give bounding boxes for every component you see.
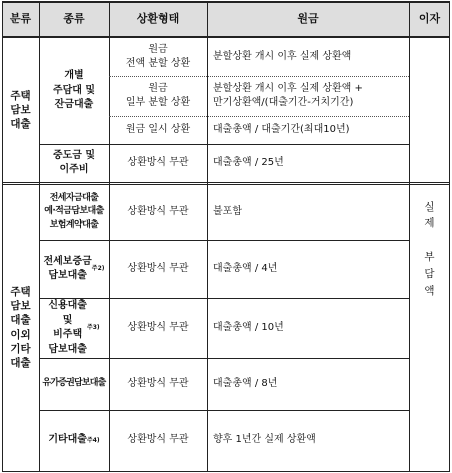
row-line-6: [39, 410, 409, 411]
interest-actual-burden: 실 제 부 담 액: [424, 200, 435, 297]
principal-partial-installment: 분할상환 개시 이후 실제 상환액 + 만기상환액/(대출기간-거치기간): [213, 82, 363, 108]
principal-other-loans: 향후 1년간 실제 상환액: [213, 434, 316, 446]
row-line-3: [39, 240, 409, 241]
border-col2: [109, 2, 110, 472]
header-repayment-form: 상환형태: [109, 2, 207, 36]
form-any-method: 상환방식 무관: [127, 205, 189, 217]
border-top: [2, 1, 450, 3]
border-col3: [207, 2, 208, 472]
border-left: [2, 2, 3, 472]
border-col1: [39, 2, 40, 472]
form-partial-installment: 원금 일부 분할 상환: [125, 82, 191, 108]
row-line-4: [39, 298, 409, 299]
border-col4: [409, 2, 410, 472]
type-credit-nonhousing: 신용대출 및 비주택 담보대출 주3): [39, 298, 109, 358]
border-bottom: [2, 471, 450, 472]
row-line-5: [39, 358, 409, 359]
form-any-method: 상환방식 무관: [127, 156, 189, 168]
border-header-bottom: [2, 36, 450, 38]
border-right: [449, 2, 450, 472]
dotted-row-1a: [109, 76, 409, 77]
principal-interim-payment: 대출총액 / 25년: [213, 156, 284, 168]
category-housing-loan: 주택 담보 대출: [10, 89, 31, 131]
principal-securities-secured: 대출총액 / 8년: [213, 377, 278, 389]
principal-jeonse-deposit-secured: 대출총액 / 4년: [213, 262, 278, 274]
header-interest: 이자: [409, 2, 450, 36]
type-jeonse-deposit-secured: 전세보증금 담보대출 주2): [39, 240, 109, 298]
type-jeonse-deposit-insurance: 전세자금대출 예·적금담보대출 보험계약대출: [44, 193, 104, 230]
form-any-method: 상환방식 무관: [127, 377, 189, 389]
border-group-separator-2: [2, 184, 450, 185]
category-other-loans: 주택 담보 대출 이외 기타 대출: [10, 285, 31, 369]
row-line-1: [39, 144, 409, 145]
type-other-loans: 기타대출 주4): [39, 410, 109, 471]
type-credit-nonhousing-label: 신용대출 및 비주택 담보대출: [48, 300, 87, 355]
form-any-method: 상환방식 무관: [127, 321, 189, 333]
type-other-loans-label: 기타대출: [48, 434, 87, 446]
header-principal: 원금: [207, 2, 409, 36]
form-any-method: 상환방식 무관: [127, 262, 189, 274]
type-jeonse-deposit-secured-label: 전세보증금 담보대출: [43, 255, 92, 281]
principal-credit-nonhousing: 대출총액 / 10년: [213, 321, 284, 333]
dotted-row-1b: [109, 116, 409, 117]
type-securities-secured: 유가증권담보대출: [42, 378, 106, 389]
principal-full-installment: 분할상환 개시 이후 실제 상환액: [213, 50, 352, 62]
border-group-separator: [2, 182, 450, 183]
header-type: 종류: [39, 2, 109, 36]
type-individual-mortgage: 개별 주담대 및 잔금대출: [52, 70, 96, 111]
type-interim-payment: 중도금 및 이주비: [52, 149, 96, 175]
header-category: 분류: [2, 2, 39, 36]
form-bullet-repayment: 원금 일시 상환: [125, 123, 191, 135]
principal-excluded: 불포함: [213, 205, 242, 217]
principal-bullet-repayment: 대출총액 / 대출기간(최대10년): [213, 123, 350, 135]
form-full-installment: 원금 전액 분할 상환: [125, 43, 191, 69]
form-any-method: 상환방식 무관: [127, 434, 189, 446]
